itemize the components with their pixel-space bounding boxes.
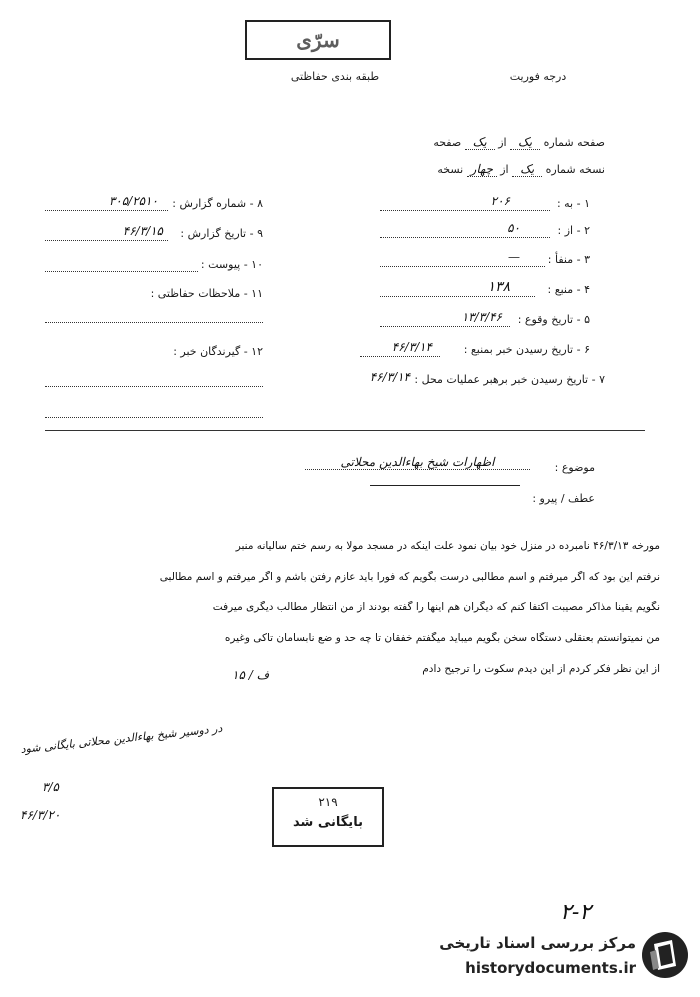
- stamp-text: سرّی: [296, 28, 340, 52]
- left-blank-line: [45, 322, 263, 323]
- field-label: ۹ - تاریخ گزارش :: [180, 227, 263, 240]
- field-label: ۱۰ - پیوست :: [200, 258, 263, 271]
- left-field-12: [45, 345, 263, 363]
- right-field-3: [380, 250, 590, 271]
- field-label: ۲ - از :: [557, 224, 590, 237]
- watermark: [410, 926, 690, 988]
- watermark-logo-icon: [642, 932, 688, 978]
- field-value: ۲۰۶: [490, 194, 510, 208]
- field-label: ۱۱ - ملاحظات حفاظتی :: [150, 287, 263, 300]
- right-field-5: [380, 310, 590, 331]
- field-value: —: [508, 250, 520, 264]
- handwritten-note-line3: ۴۶/۳/۲۰: [20, 808, 61, 822]
- watermark-title: مرکز بررسی اسناد تاریخی: [439, 934, 636, 952]
- field-value: ۱۳۸: [487, 279, 510, 295]
- field-label: ۱۲ - گیرندگان خبر :: [173, 345, 263, 358]
- handwritten-note-line1: در دوسیر شیخ بهاءالدین محلاتی بایگانی شود: [20, 721, 223, 756]
- subject-label: موضوع :: [554, 461, 595, 474]
- page-number: ۲-۲: [560, 900, 592, 925]
- field-label: ۸ - شماره گزارش :: [172, 197, 263, 210]
- field-label: ۱ - به :: [556, 197, 590, 210]
- reference-label: عطف / پیرو :: [532, 492, 595, 505]
- body-line-5: از این نظر فکر کردم از این دیدم سکوت را ترجیح دادم: [422, 663, 660, 675]
- left-field-11: [45, 287, 263, 305]
- classification-label: طبقه بندی حفاظتی: [290, 70, 380, 83]
- right-field-6: [360, 340, 590, 361]
- right-field-7: [355, 370, 605, 391]
- field-value: ۱۳/۳/۴۶: [461, 310, 502, 324]
- field-label: ۳ - منفأ :: [547, 253, 590, 266]
- left-field-9: [45, 224, 263, 245]
- copy-count-line: نسخه شماره یک از چهار نسخه: [437, 162, 605, 176]
- field-label: ۷ - تاریخ رسیدن خبر برهبر عملیات محل :: [414, 373, 605, 386]
- body-line-4: من نمیتوانستم بعنقلی دستگاه سخن بگویم میباید میگفتم خفقان تا چه حد و ضع نابسامان تاکی وغیره: [224, 632, 660, 644]
- left-field-10: [45, 258, 263, 276]
- left-blank-line: [45, 386, 263, 387]
- left-field-8: [45, 194, 263, 215]
- subject-underline: [370, 485, 520, 486]
- body-line-3: نگویم یقینا مذاکر مصیبت اکتفا کنم که دیگران هم اینها را گفته بودند از من انتظار مطالب دیگری میرفت: [212, 601, 660, 613]
- field-value: ۵۰: [507, 221, 520, 235]
- handwritten-note-line2: ۳/۵: [42, 780, 59, 794]
- classification-stamp: [245, 20, 391, 60]
- right-field-2: [380, 221, 590, 242]
- field-label: ۵ - تاریخ وقوع :: [517, 313, 590, 326]
- subject-value: اظهارات شیخ بهاءالدین محلاتی: [305, 455, 530, 470]
- field-value: ۴۶/۳/۱۴: [391, 340, 432, 354]
- body-line-1: مورخه ۴۶/۳/۱۳ نامبرده در منزل خود بیان نمود علت اینکه در مسجد مولا به رسم ختم سالیانه منبر: [235, 540, 660, 552]
- left-blank-line: [45, 417, 263, 418]
- section-divider: [45, 430, 645, 431]
- right-field-1: [380, 194, 590, 215]
- field-label: ۶ - تاریخ رسیدن خبر بمنبع :: [463, 343, 590, 356]
- priority-label: درجه فوریت: [509, 70, 567, 83]
- right-field-4: [380, 279, 590, 301]
- field-value: ۳۰۵/۲۵۱۰: [108, 194, 158, 208]
- page-count-line: صفحه شماره یک از یک صفحه: [433, 135, 605, 149]
- archive-stamp: [272, 787, 384, 847]
- field-value: ۴۶/۳/۱۵: [122, 224, 163, 238]
- archive-stamp-label: بایگانی شد: [293, 815, 363, 830]
- field-label: ۴ - منبع :: [547, 283, 590, 296]
- body-line-2: نرفتم این بود که اگر میرفتم و اسم مطالبی درست بگویم که فورا باید عازم رفتن باشم و اگر میرفتم و اسم مطالبی: [159, 571, 660, 583]
- archive-stamp-number: ۲۱۹: [318, 795, 338, 809]
- body-end-mark: ف / ۱۵: [232, 668, 270, 682]
- field-value: ۴۶/۳/۱۴: [369, 370, 410, 384]
- watermark-url: historydocuments.ir: [465, 959, 636, 977]
